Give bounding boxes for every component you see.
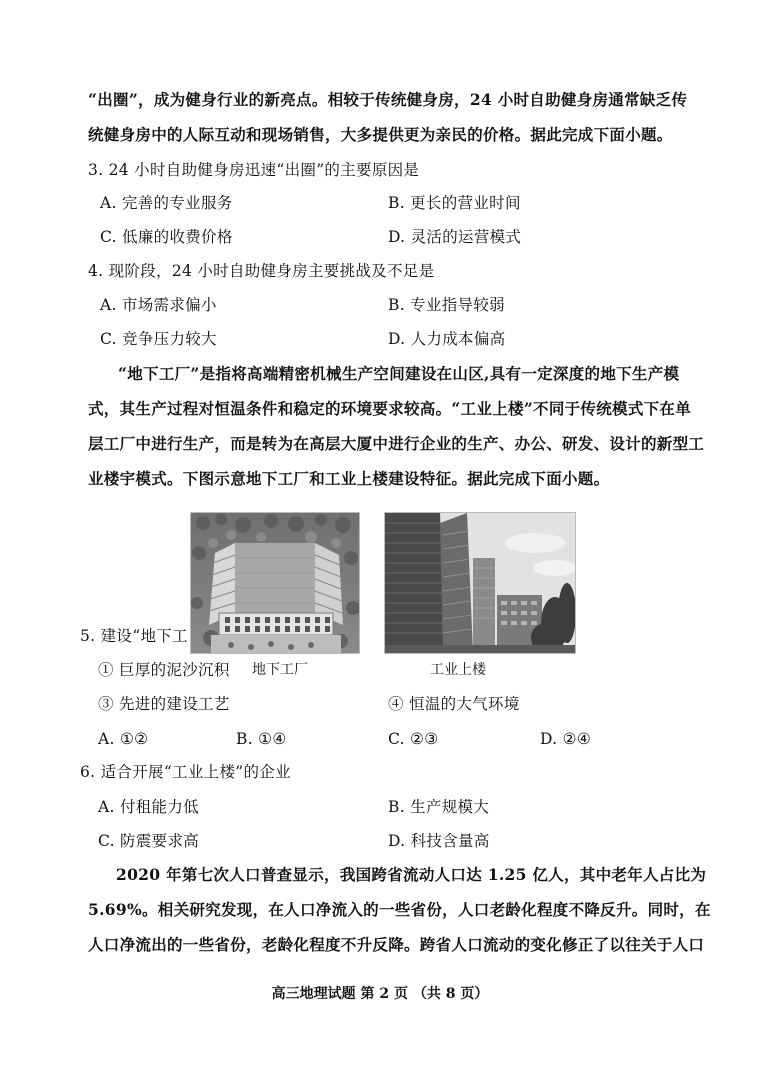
question-6-option-c: C. 防震要求高 (98, 832, 200, 850)
question-5-choice-b: B. ①④ (236, 730, 287, 748)
question-3-option-d: D. 灵活的运营模式 (388, 228, 522, 246)
factory-upstairs-caption: 工业上楼 (430, 662, 486, 678)
question-6-option-d: D. 科技含量高 (388, 832, 490, 850)
underground-factory-photo (190, 512, 360, 654)
factory-upstairs-photo (384, 512, 576, 654)
question-5-option-3: ③ 先进的建设工艺 (98, 695, 230, 713)
passage-3-line-1: 2020 年第七次人口普查显示，我国跨省流动人口达 1.25 亿人，其中老年人占比为 (116, 865, 707, 884)
question-5-option-1: ① 巨厚的泥沙沉积 (98, 661, 230, 679)
passage-2-line-3: 层工厂中进行生产，而是转为在高层大厦中进行企业的生产、办公、研发、设计的新型工 (88, 434, 705, 453)
question-3-stem: 3. 24 小时自助健身房迅速“出圈”的主要原因是 (88, 161, 420, 179)
question-4-stem: 4. 现阶段，24 小时自助健身房主要挑战及不足是 (88, 262, 435, 280)
question-4-option-c: C. 竞争压力较大 (100, 330, 217, 348)
question-5-choice-c: C. ②③ (388, 730, 439, 748)
question-4-option-d: D. 人力成本偏高 (388, 330, 506, 348)
page-footer: 高三地理试题 第 2 页 （共 8 页） (271, 986, 489, 1002)
intro-line-1: “出圈”，成为健身行业的新亮点。相较于传统健身房，24 小时自助健身房通常缺乏传 (88, 90, 688, 109)
passage-3-line-3: 人口净流出的一些省份，老龄化程度不升反降。跨省人口流动的变化修正了以往关于人口 (88, 935, 705, 954)
question-6-option-a: A. 付租能力低 (98, 798, 199, 816)
question-4-option-a: A. 市场需求偏小 (100, 296, 217, 314)
passage-3-line-2: 5.69%。相关研究发现，在人口净流入的一些省份，人口老龄化程度不降反升。同时，在 (88, 900, 711, 919)
passage-2-line-2: 式，其生产过程对恒温条件和稳定的环境要求较高。“工业上楼”不同于传统模式下在单 (88, 399, 692, 418)
intro-line-2: 统健身房中的人际互动和现场销售，大多提供更为亲民的价格。据此完成下面小题。 (88, 125, 673, 144)
question-3-option-a: A. 完善的专业服务 (100, 194, 233, 212)
question-5-choice-a: A. ①② (98, 730, 149, 748)
question-5-stem: 5. 建设“地下工 (80, 627, 188, 645)
question-3-option-c: C. 低廉的收费价格 (100, 228, 233, 246)
underground-factory-caption: 地下工厂 (252, 662, 308, 678)
passage-2-line-1: “地下工厂”是指将高端精密机械生产空间建设在山区,具有一定深度的地下生产模 (118, 364, 680, 383)
question-3-option-b: B. 更长的营业时间 (388, 194, 521, 212)
question-4-option-b: B. 专业指导较弱 (388, 296, 505, 314)
question-6-stem: 6. 适合开展“工业上楼”的企业 (80, 763, 291, 781)
question-6-option-b: B. 生产规模大 (388, 798, 490, 816)
underground-factory-image (191, 513, 359, 653)
question-5-choice-d: D. ②④ (540, 730, 592, 748)
question-5-option-4: ④ 恒温的大气环境 (388, 695, 520, 713)
factory-upstairs-image (385, 513, 575, 653)
passage-2-line-4: 业楼宇模式。下图示意地下工厂和工业上楼建设特征。据此完成下面小题。 (88, 469, 610, 488)
